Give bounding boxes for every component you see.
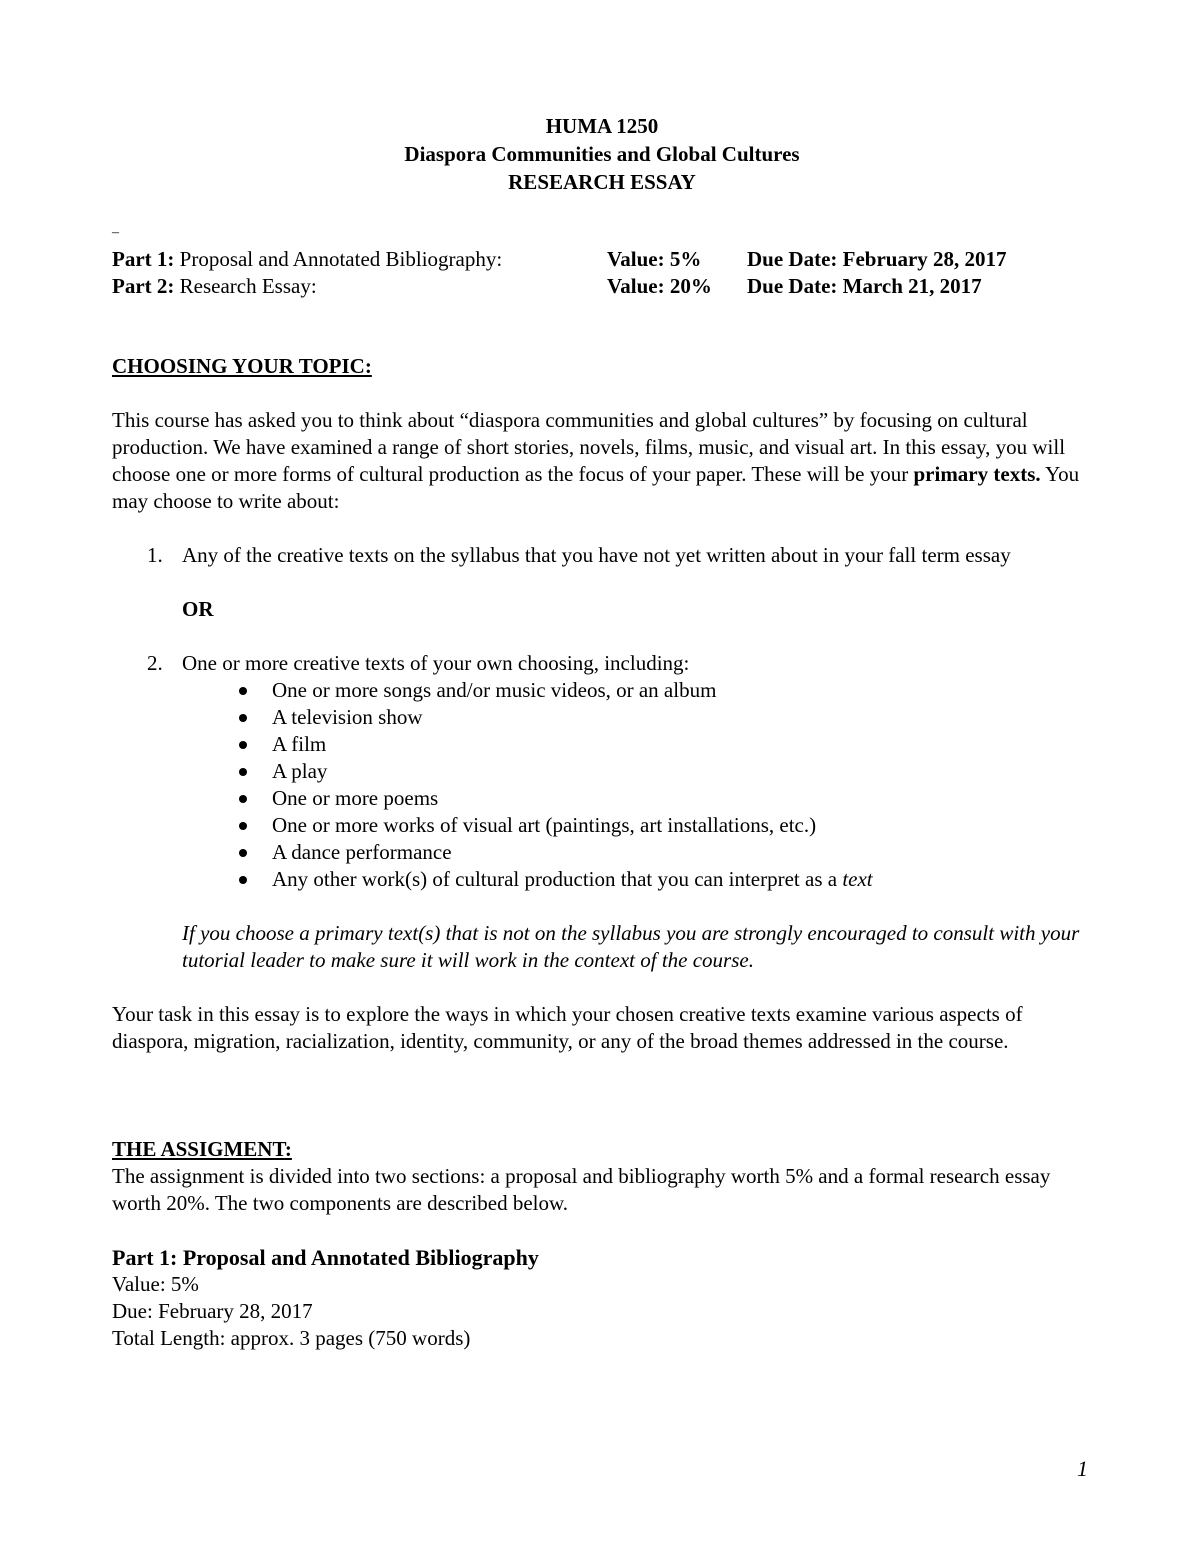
page-number: 1 xyxy=(1077,1456,1088,1481)
course-code: HUMA 1250 xyxy=(545,114,659,138)
list-item-2 xyxy=(112,650,1092,677)
bullet-item xyxy=(272,839,1092,866)
bullet-item xyxy=(272,785,1092,812)
bullet-item xyxy=(272,731,1092,758)
part1-heading: Part 1: Proposal and Annotated Bibliography xyxy=(112,1245,539,1270)
bullet-item xyxy=(272,758,1092,785)
bullet-icon xyxy=(239,876,247,884)
part-value: Value: 20% xyxy=(607,274,712,298)
list-number: 1. xyxy=(147,543,163,567)
due-label: Due Date: xyxy=(747,247,838,271)
bullet-text: A play xyxy=(272,759,328,783)
due-label: Due Date: xyxy=(747,274,838,298)
bullet-list xyxy=(112,677,1092,893)
bullet-text: A television show xyxy=(272,705,423,729)
bullet-icon xyxy=(239,768,247,776)
list-item-1 xyxy=(112,542,1092,569)
intro-paragraph xyxy=(112,407,1092,515)
document-page xyxy=(112,112,1092,1352)
section-heading-assignment: THE ASSIGMENT: xyxy=(112,1137,292,1161)
list-item-text: Any of the creative texts on the syllabus that you have not yet written about in your fall term essay xyxy=(182,543,1011,567)
part-label: Part 1: xyxy=(112,247,175,271)
bullet-icon xyxy=(239,741,247,749)
assignment-paragraph: The assignment is divided into two sections: a proposal and bibliography worth 5% and a formal research essay worth 20%. The two components are described below. xyxy=(112,1164,1051,1215)
bullet-text: A film xyxy=(272,732,327,756)
course-title: Diaspora Communities and Global Cultures xyxy=(404,142,800,166)
bullet-text-italic: text xyxy=(842,867,873,891)
bullet-text: One or more poems xyxy=(272,786,439,810)
bullet-icon xyxy=(239,795,247,803)
bullet-icon xyxy=(239,822,247,830)
list-item-text: One or more creative texts of your own choosing, including: xyxy=(182,651,690,675)
bullet-item xyxy=(272,704,1092,731)
syllabus-note: If you choose a primary text(s) that is not on the syllabus you are strongly encouraged to consult with your tutorial leader to make sure it will work in the context of the course. xyxy=(182,921,1080,972)
bullet-text: Any other work(s) of cultural production that you can interpret as a xyxy=(272,867,843,891)
list-number: 2. xyxy=(147,651,163,675)
document-title: RESEARCH ESSAY xyxy=(508,170,696,194)
part1-due: Due: February 28, 2017 xyxy=(112,1299,313,1323)
bullet-text: One or more works of visual art (paintings, art installations, etc.) xyxy=(272,813,817,837)
part1-value: Value: 5% xyxy=(112,1272,199,1296)
bullet-text: One or more songs and/or music videos, or an album xyxy=(272,678,717,702)
part-row-1 xyxy=(112,246,1092,273)
task-paragraph: Your task in this essay is to explore the ways in which your chosen creative texts examine various aspects of diaspora, migration, racialization, identity, community, or any of the broad themes addressed in the course. xyxy=(112,1002,1023,1053)
part-name: Research Essay: xyxy=(174,274,317,298)
document-header xyxy=(112,112,1092,196)
primary-texts-term: primary texts. xyxy=(913,462,1041,486)
intro-text: This course has asked you to think about “diaspora communities and global cultures” by focusing on cultural production. We have examined a range of short stories, novels, films, music, and visual art. In this essay, you will choose one or more forms of cultural production as the focus of your paper. These will be your xyxy=(112,408,1066,486)
intro-text-end: You may choose to write about: xyxy=(112,462,1080,513)
dash-mark: – xyxy=(112,225,119,240)
bullet-icon xyxy=(239,714,247,722)
part-value: Value: 5% xyxy=(607,247,702,271)
bullet-item xyxy=(272,866,1092,893)
bullet-icon xyxy=(239,687,247,695)
due-date: March 21, 2017 xyxy=(837,274,982,298)
bullet-item xyxy=(272,812,1092,839)
section-heading-choosing: CHOOSING YOUR TOPIC: xyxy=(112,354,372,378)
due-date: February 28, 2017 xyxy=(837,247,1007,271)
part-name: Proposal and Annotated Bibliography: xyxy=(174,247,503,271)
bullet-item xyxy=(272,677,1092,704)
part1-length: Total Length: approx. 3 pages (750 words) xyxy=(112,1326,471,1350)
or-separator: OR xyxy=(182,597,214,621)
part-label: Part 2: xyxy=(112,274,175,298)
bullet-text: A dance performance xyxy=(272,840,452,864)
bullet-icon xyxy=(239,849,247,857)
part-row-2 xyxy=(112,273,1092,300)
